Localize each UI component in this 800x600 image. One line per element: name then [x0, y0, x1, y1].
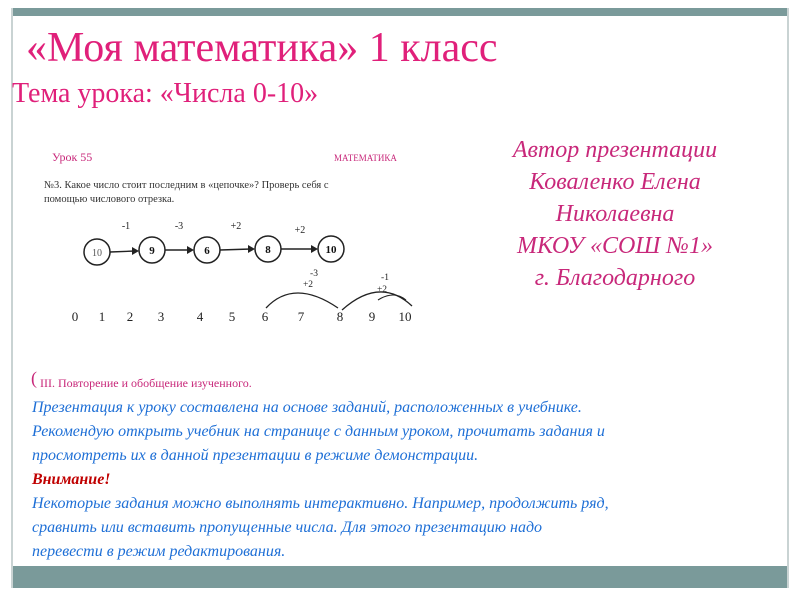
- chain-op-2: -3: [174, 221, 184, 232]
- notes-line-2: Рекомендую открыть учебник на странице с данным уроком, прочитать задания и: [32, 423, 605, 440]
- arc-label-plus2-b: +2: [376, 285, 388, 295]
- arc-label-plus2-a: +2: [302, 280, 314, 290]
- chain-value-4: 8: [265, 244, 271, 256]
- numberline-8: 8: [336, 309, 344, 324]
- notes-line-3: просмотреть их в данной презентации в режиме демонстрации.: [32, 447, 479, 464]
- lesson-number: Урок 55: [52, 150, 93, 164]
- right-border: [787, 8, 789, 588]
- chain-arrow-1: [110, 251, 135, 252]
- chain-arrowhead-1: [132, 247, 139, 255]
- numberline-9: 9: [368, 309, 376, 324]
- numberline-2: 2: [126, 309, 134, 324]
- author-block: [456, 134, 774, 294]
- presentation-notes: [32, 396, 772, 564]
- chain-op-4: +2: [294, 225, 306, 236]
- numberline-arc-1: [266, 293, 338, 308]
- chain-value-2: 9: [149, 245, 155, 257]
- numberline-4: 4: [196, 309, 204, 324]
- numberline-10: 10: [398, 309, 412, 324]
- bottom-bar: [13, 566, 787, 588]
- chain-arrow-3: [220, 249, 251, 250]
- chain-op-1: -1: [121, 221, 131, 232]
- textbook-section-title: III. Повторение и обобщение изученного.: [40, 376, 252, 390]
- clipped-letter-fragment: (: [31, 368, 37, 388]
- slide-title: «Моя математика» 1 класс: [26, 25, 498, 71]
- chain-value-3: 6: [204, 245, 210, 257]
- author-name-line-1: Коваленко Елена: [529, 169, 701, 195]
- task-text-line-1: №3. Какое число стоит последним в «цепочке»? Проверь себя с: [44, 180, 329, 191]
- chain-arrowhead-3: [248, 245, 255, 253]
- author-caption: Автор презентации: [512, 137, 718, 163]
- chain-value-5: 10: [325, 244, 337, 256]
- chain-arrowhead-4: [311, 245, 318, 253]
- chain-op-3: +2: [230, 221, 242, 232]
- numberline-5: 5: [228, 309, 236, 324]
- top-bar: [13, 8, 787, 16]
- author-city: г. Благодарного: [534, 265, 696, 291]
- arc-label-minus3: -3: [310, 269, 318, 279]
- chain-arrowhead-2: [187, 246, 194, 254]
- lesson-topic: Тема урока: «Числа 0-10»: [12, 78, 319, 109]
- subject-label: МАТЕМАТИКА: [334, 153, 397, 163]
- numberline-1: 1: [98, 309, 106, 324]
- notes-line-4: Некоторые задания можно выполнять интерактивно. Например, продолжить ряд,: [32, 495, 609, 512]
- notes-line-1: Презентация к уроку составлена на основе заданий, расположенных в учебнике.: [32, 399, 582, 416]
- number-line: [72, 269, 412, 324]
- numberline-7: 7: [297, 309, 305, 324]
- notes-line-5: сравнить или вставить пропущенные числа. Для этого презентацию надо: [32, 519, 543, 536]
- numberline-arc-3: [378, 295, 406, 300]
- numberline-3: 3: [157, 309, 165, 324]
- numberline-0: 0: [71, 309, 79, 324]
- author-name-line-2: Николаевна: [555, 201, 675, 227]
- notes-line-6: перевести в режим редактирования.: [32, 543, 286, 560]
- number-chain: [84, 221, 344, 265]
- numberline-6: 6: [261, 309, 269, 324]
- textbook-excerpt: [42, 140, 422, 340]
- arc-label-minus1: -1: [381, 273, 389, 283]
- task-text-line-2: помощью числового отрезка.: [44, 194, 175, 205]
- author-school: МКОУ «СОШ №1»: [517, 233, 713, 259]
- notes-warning: Внимание!: [32, 471, 111, 488]
- chain-value-1: 10: [92, 248, 102, 259]
